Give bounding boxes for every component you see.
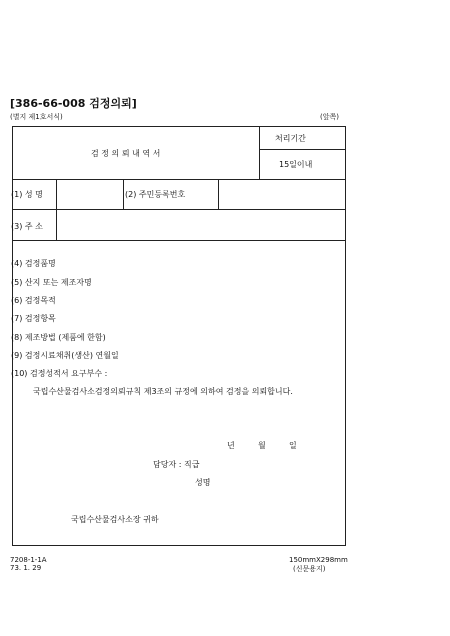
document-title: 검 정 의 뢰 내 역 서: [91, 149, 161, 158]
divider: [13, 240, 346, 241]
processing-period-value: 15일이내: [279, 160, 313, 169]
recipient-line: 국립수산물검사소장 귀하: [71, 515, 159, 524]
divider: [13, 209, 346, 210]
page-title: [386-66-008 검정의뢰]: [10, 97, 137, 110]
item-manufacturing-method: (8) 제조방법 (제품에 한함): [11, 333, 106, 342]
paper-type: (신문용지): [293, 565, 326, 573]
form-reference: (별지 제1호서식): [10, 113, 63, 121]
divider: [259, 127, 260, 179]
page-side-label: (앞쪽): [320, 113, 339, 121]
processing-period-label: 처리기간: [275, 134, 306, 143]
item-report-copies: (10) 검정성적서 요구부수 :: [11, 369, 108, 378]
item-sampling-date: (9) 검정시료채취(생산) 연월일: [11, 351, 119, 360]
form-date: 73. 1. 29: [10, 564, 42, 572]
name-label: (1) 성 명: [11, 190, 43, 199]
resident-id-label: (2) 주민등록번호: [125, 190, 186, 199]
divider: [56, 179, 57, 240]
item-product-name: (4) 검정품명: [11, 259, 56, 268]
item-origin-maker: (5) 산지 또는 제조자명: [11, 278, 92, 287]
divider: [259, 149, 346, 150]
date-year-label: 년: [227, 441, 235, 450]
request-form: [12, 126, 346, 546]
request-sentence: 국립수산물검사소검정의뢰규칙 제3조의 규정에 의하여 검정을 의뢰합니다.: [33, 387, 293, 396]
divider: [218, 179, 219, 209]
date-month-label: 월: [258, 441, 266, 450]
item-purpose: (6) 검정목적: [11, 296, 56, 305]
date-day-label: 일: [289, 441, 297, 450]
paper-size: 150mmX298mm: [289, 556, 348, 564]
signature-label: 성명: [195, 478, 211, 487]
person-in-charge-label: 담당자 : 직급: [153, 460, 200, 469]
address-label: (3) 주 소: [11, 222, 43, 231]
item-test-items: (7) 검정항목: [11, 314, 56, 323]
form-code: 7208-1-1A: [10, 556, 47, 564]
divider: [123, 179, 124, 209]
divider: [13, 179, 346, 180]
